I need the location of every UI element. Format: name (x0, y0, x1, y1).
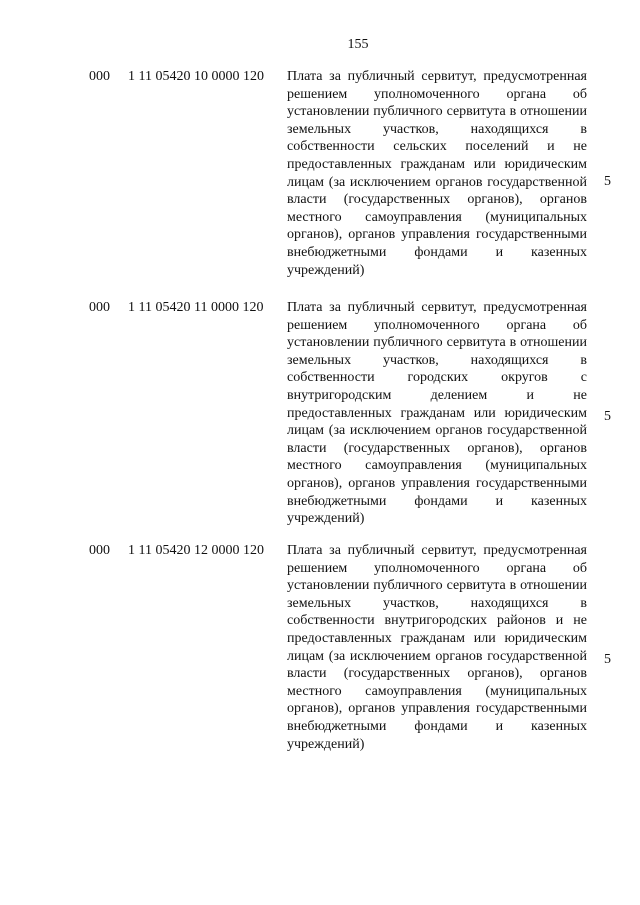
kbk-code: 1 11 05420 11 0000 120 (128, 300, 264, 315)
income-description (287, 299, 587, 528)
admin-code: 000 (89, 69, 110, 84)
table-row (0, 68, 640, 299)
amount-value: 5 (604, 652, 611, 667)
description-text: Плата за публичный сервитут, предусмотренная решением уполномоченного органа об установлении публичного сервитута в отношении земельных участков, находящихся в собственности сельских поселений и не предоставленных гражданам или юридическим лицам (за исключением органов государственной власти (государственных органов), органов местного самоуправления (муниципальных органов), органов управления государственными внебюджетными фондами и казенных учреждений) (287, 69, 587, 278)
table-row (0, 299, 640, 542)
table-row (0, 542, 640, 787)
kbk-code: 1 11 05420 12 0000 120 (128, 543, 264, 558)
kbk-code: 1 11 05420 10 0000 120 (128, 69, 264, 84)
admin-code: 000 (89, 300, 110, 315)
page-number: 155 (347, 37, 369, 52)
admin-code: 000 (89, 543, 110, 558)
amount-value: 5 (604, 174, 611, 189)
revenue-table (0, 68, 640, 787)
amount-value: 5 (604, 409, 611, 424)
description-text: Плата за публичный сервитут, предусмотренная решением уполномоченного органа об установлении публичного сервитута в отношении земельных участков, находящихся в собственности городских округов с внутригородским делением и не предоставленных гражданам или юридическим лицам (за исключением органов государственной власти (государственных органов), органов местного самоуправления (муниципальных органов), органов управления государственными внебюджетными фондами и казенных учреждений) (287, 300, 587, 527)
description-text: Плата за публичный сервитут, предусмотренная решением уполномоченного органа об установлении публичного сервитута в отношении земельных участков, находящихся в собственности внутригородских районов и не предоставленных гражданам или юридическим лицам (за исключением органов государственной власти (государственных органов), органов местного самоуправления (муниципальных органов), органов управления государственными внебюджетными фондами и казенных учреждений) (287, 543, 587, 752)
income-description (287, 68, 587, 279)
income-description (287, 542, 587, 753)
